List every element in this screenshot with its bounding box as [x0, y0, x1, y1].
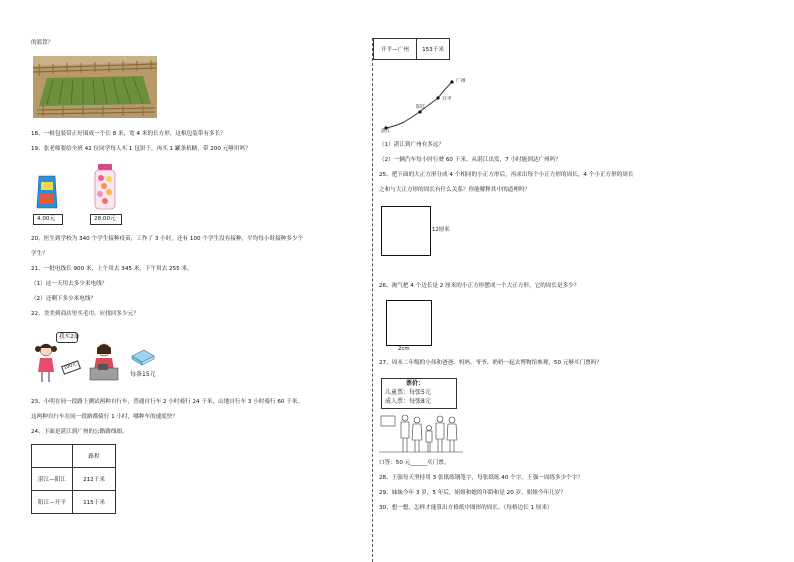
money-note	[61, 360, 81, 375]
column-divider	[372, 38, 373, 562]
route-map	[382, 76, 472, 136]
q18-text: 18、一根包装带正好围成一个长 8 米，宽 4 米的长方形，这根包装带有多长？	[31, 131, 226, 137]
q21-text: 21、一批电线长 900 米，上午用去 345 米，下午用去 255 米。	[31, 266, 193, 272]
route-cell: 湛江—阳江	[32, 468, 73, 491]
q23-text-line1: 23、小明在同一段路上测试两种自行车，普通自行车 2 小时骑行 24 千米，山地自行车 3 小时骑行 60 千米。	[31, 399, 304, 405]
q24-part2: （2）一辆汽车每小时行驶 60 千米，从湛江出发，7 小时能到达广州吗？	[379, 157, 561, 163]
q24-part1: （1）湛江到广州有多远？	[379, 142, 445, 148]
table-row	[32, 468, 116, 491]
map-label-guangzhou: 广州	[456, 79, 466, 84]
biscuit-bag-image	[36, 174, 58, 210]
distance-cell: 212千米	[73, 468, 116, 491]
farm-field-image	[33, 56, 157, 118]
girl-image	[34, 342, 64, 384]
towel-price: 每条15元	[130, 371, 156, 378]
q29-text: 29、妹妹今年 3 岁，5 年后，姐姐和她的年龄和是 20 岁。姐姐今年几岁？	[379, 490, 566, 496]
shopkeeper-image	[86, 342, 122, 382]
square-figure	[386, 300, 432, 346]
q27-text: 27、周末二年级的小伟和爸爸、妈妈、爷爷、奶奶一起去博物馆参观，50 元够买门票吗？	[379, 360, 602, 366]
candy-jar-image	[94, 164, 116, 210]
distance-cell: 153千米	[417, 39, 450, 60]
q25-text-line1: 25、把下面的大正方形分成 4 个相同的小正方形后，再求出每个小正方形的周长，4 个小正方形的周长	[379, 172, 634, 178]
q27-answer: 口答：50 元______买门票。	[379, 460, 450, 466]
q17-tail: 的篮筐？	[31, 40, 54, 46]
q23-text-line2: 这两种自行车在同一段路都骑行 1 小时，哪种车的速度快？	[31, 414, 178, 420]
table-row	[32, 491, 116, 514]
q21-part1: （1）这一天用去多少米电线？	[31, 281, 108, 287]
price-tag-candy	[90, 214, 122, 225]
ticket-adult-price: 成人票：每张8元	[385, 398, 431, 405]
q30-text: 30、想一想，怎样才能算出方格纸中图形的周长。（每格边长 1 厘米）	[379, 505, 553, 511]
ticket-child-price: 儿童票：每张5元	[385, 389, 431, 396]
q20-text-line1: 20、医生到学校为 340 个学生接种疫苗，工作了 3 小时，还有 100 个学生没有接种，平均每小时接种多少个	[31, 236, 304, 242]
q19-text: 19、张老师要给全班 42 位同学每人买 1 包饼干，再买 1 罐条桔糖，带 200 元够用吗？	[31, 146, 251, 152]
map-label-yangjiang: 阳江	[416, 105, 426, 110]
route-cell: 阳江—开平	[32, 491, 73, 514]
table-header-distance: 路程	[73, 445, 116, 468]
speech-bubble-text: 我买2条	[59, 334, 80, 340]
table-header-row	[32, 445, 116, 468]
large-square	[381, 206, 431, 256]
distance-cell: 115千米	[73, 491, 116, 514]
q22-text: 22、美美到商店里买毛巾，应找回多少元？	[31, 311, 139, 317]
q25-text-line2: 之和与大正方形的周长有什么关系？你能解释其中的道理吗？	[379, 187, 531, 193]
large-square-label: 12厘米	[432, 227, 450, 233]
map-label-kaiping: 开平	[442, 97, 452, 102]
ticket-title: 票价：	[406, 380, 425, 387]
ticket-price-board	[381, 378, 457, 409]
route-distance-table	[31, 444, 116, 514]
q21-part2: （2）还剩下多少米电线？	[31, 296, 97, 302]
route-distance-table-continued	[373, 38, 450, 60]
price-biscuit: 4.00元	[37, 216, 56, 222]
q24-text: 24、下面是湛江到广州的公路路线图。	[31, 429, 128, 435]
family-image	[379, 408, 463, 454]
table-row	[374, 39, 450, 60]
square-side-label: 2cm	[398, 346, 410, 352]
q20-text-line2: 学生？	[31, 251, 48, 257]
q28-text: 28、王强每天坚持用 3 张纸练钢笔字，每张纸练 40 个字。王强一周练多少个字？	[379, 475, 583, 481]
q26-text: 26、淘气把 4 个边长是 2 厘米的小正方形摆成一个大正方形，它的周长是多少？	[379, 283, 580, 289]
price-tag-biscuit	[33, 214, 63, 225]
table-header-blank	[32, 445, 73, 468]
money-note-text: 100元	[63, 362, 78, 372]
towels-image	[130, 348, 156, 366]
price-candy: 28.00元	[94, 216, 116, 222]
map-label-zhanjiang: 湛江	[381, 129, 391, 134]
route-cell: 开平—广州	[374, 39, 417, 60]
